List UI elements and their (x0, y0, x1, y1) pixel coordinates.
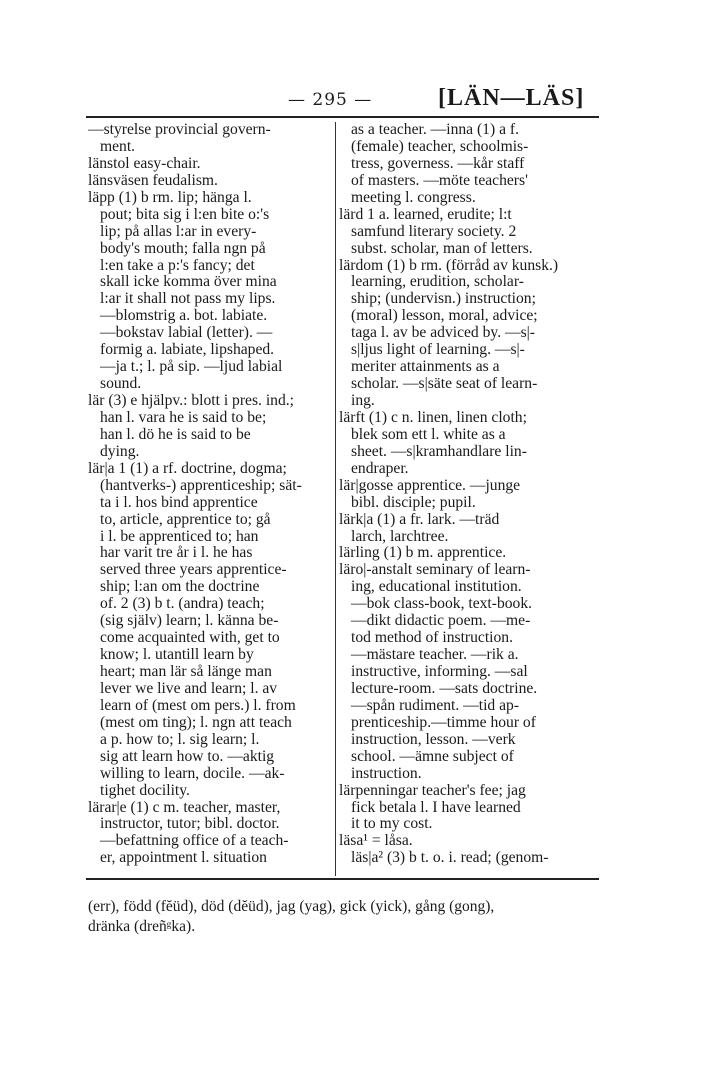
text-line: bibl. disciple; pupil. (351, 494, 476, 511)
text-line: —blomstrig a. bot. labiate. (100, 308, 268, 325)
text-line: willing to learn, docile. —ak- (100, 765, 285, 782)
text-line: (err), född (fĕüd), död (dĕüd), jag (yag), gick (yick), gång (gong), (88, 898, 495, 915)
text-line: blek som ett l. white as a (351, 426, 506, 443)
text-line: instructive, informing. —sal (351, 664, 528, 680)
text-line: ship; l:an om the doctrine (100, 579, 260, 596)
text-line: subst. scholar, man of letters. (351, 240, 533, 257)
text-line: larch, larchtree. (351, 528, 449, 545)
text-line: l:ar it shall not pass my lips. (100, 291, 276, 308)
text-line: lär|a 1 (1) a rf. doctrine, dogma; (88, 460, 287, 477)
text-line: endraper. (351, 460, 409, 477)
text-line: heart; man lär så länge man (100, 664, 272, 680)
text-line: of. 2 (3) b t. (andra) teach; (100, 596, 265, 613)
column-divider (335, 122, 336, 876)
text-line: lever we live and learn; l. av (100, 680, 278, 697)
text-line: (female) teacher, schoolmis- (351, 138, 529, 155)
text-line: instruction, lesson. —verk (351, 731, 516, 748)
text-line: tod method of instruction. (351, 630, 513, 647)
text-line: tighet docility. (100, 782, 190, 799)
text-line: sig att learn how to. —aktig (100, 748, 275, 765)
text-line: lärpenningar teacher's fee; jag (339, 782, 526, 799)
text-line: of masters. —möte teachers' (351, 172, 528, 189)
text-line: —styrelse provincial govern- (88, 122, 271, 138)
text-line: scholar. —s|säte seat of learn- (351, 376, 538, 393)
text-line: —dikt didactic poem. —me- (351, 613, 531, 630)
text-line: prenticeship.—timme hour of (351, 714, 536, 731)
running-head: [LÄN—LÄS] (438, 85, 585, 111)
page-number: — 295 — (288, 90, 373, 110)
text-line: länsväsen feudalism. (88, 172, 218, 189)
text-line: lärling (1) b m. apprentice. (339, 545, 507, 562)
text-line: läs|a² (3) b t. o. i. read; (genom- (351, 850, 549, 867)
text-line: meriter attainments as a (351, 359, 500, 376)
text-line: as a teacher. —inna (1) a f. (351, 122, 519, 138)
text-line: han l. vara he is said to be; (100, 409, 267, 426)
text-line: taga l. av be adviced by. —s|- (351, 325, 535, 342)
text-line: lärd 1 a. learned, erudite; l:t (339, 206, 512, 223)
text-line: to, article, apprentice to; gå (100, 511, 271, 528)
text-line: lärar|e (1) c m. teacher, master, (88, 799, 281, 816)
text-line: ship; (undervisn.) instruction; (351, 291, 536, 308)
footer-rule (86, 878, 599, 880)
text-line: läpp (1) b rm. lip; hänga l. (88, 189, 252, 206)
text-line: learn of (mest om pers.) l. from (100, 697, 296, 714)
text-line: —bok class-book, text-book. (351, 596, 533, 613)
text-line: tress, governess. —kår staff (351, 155, 525, 172)
text-line: (mest om ting); l. ngn att teach (100, 714, 292, 731)
text-line: han l. dö he is said to be (100, 426, 251, 443)
text-line: lecture-room. —sats doctrine. (351, 680, 538, 697)
header-rule (86, 116, 599, 118)
pronunciation-footnote (88, 897, 603, 937)
text-line: (sig själv) learn; l. känna be- (100, 613, 279, 630)
text-line: dying. (100, 443, 140, 460)
text-line: ment. (100, 138, 136, 155)
text-line: school. —ämne subject of (351, 748, 514, 765)
text-line: a p. how to; l. sig learn; l. (100, 731, 260, 748)
text-line: samfund literary society. 2 (351, 223, 517, 240)
text-line: i l. be apprenticed to; han (100, 528, 259, 545)
text-line: lip; på allas l:ar in every- (100, 223, 257, 240)
text-line: instructor, tutor; bibl. doctor. (100, 816, 280, 833)
text-line: har varit tre år i l. he has (100, 545, 253, 562)
text-line: s|ljus light of learning. —s|- (351, 342, 525, 359)
text-line: lärdom (1) b rm. (förråd av kunsk.) (339, 257, 559, 274)
right-column (339, 122, 597, 867)
text-line: instruction. (351, 765, 422, 782)
left-column (88, 122, 331, 867)
text-line: ta i l. hos bind apprentice (100, 494, 258, 511)
text-line: sound. (100, 376, 142, 393)
text-line: —bokstav labial (letter). — (100, 325, 273, 342)
text-line: come acquainted with, get to (100, 630, 280, 647)
text-line: body's mouth; falla ngn på (100, 240, 266, 257)
text-line: —mästare teacher. —rik a. (351, 647, 519, 664)
text-line: learning, erudition, scholar- (351, 274, 524, 291)
text-line: lärft (1) c n. linen, linen cloth; (339, 409, 527, 426)
text-line: läro|-anstalt seminary of learn- (339, 562, 531, 579)
text-line: —ja t.; l. på sip. —ljud labial (100, 359, 283, 376)
text-line: formig a. labiate, lipshaped. (100, 342, 275, 359)
text-line: lär (3) e hjälpv.: blott i pres. ind.; (88, 393, 294, 409)
text-line: dränka (dreñᵍka). (88, 918, 196, 935)
text-line: sheet. —s|kramhandlare lin- (351, 443, 527, 460)
text-line: fick betala l. I have learned (351, 799, 521, 816)
text-line: er, appointment l. situation (100, 850, 267, 867)
text-line: (moral) lesson, moral, advice; (351, 308, 538, 325)
text-line: (hantverks-) apprenticeship; sät- (100, 477, 302, 494)
text-line: skall icke komma över mina (100, 274, 277, 291)
text-line: it to my cost. (351, 816, 433, 833)
text-line: —spån rudiment. —tid ap- (351, 697, 520, 714)
text-line: —befattning office of a teach- (100, 833, 289, 850)
text-line: served three years apprentice- (100, 562, 287, 579)
text-line: know; l. utantill learn by (100, 647, 254, 664)
text-line: ing, educational institution. (351, 579, 522, 596)
text-line: pout; bita sig i l:en bite o:'s (100, 206, 270, 223)
text-line: läsa¹ = låsa. (339, 833, 413, 850)
text-line: l:en take a p:'s fancy; det (100, 257, 255, 274)
text-line: ing. (351, 393, 375, 409)
text-line: länstol easy-chair. (88, 155, 201, 172)
text-line: meeting l. congress. (351, 189, 476, 206)
text-line: lär|gosse apprentice. —junge (339, 477, 521, 494)
text-line: lärk|a (1) a fr. lark. —träd (339, 511, 500, 528)
